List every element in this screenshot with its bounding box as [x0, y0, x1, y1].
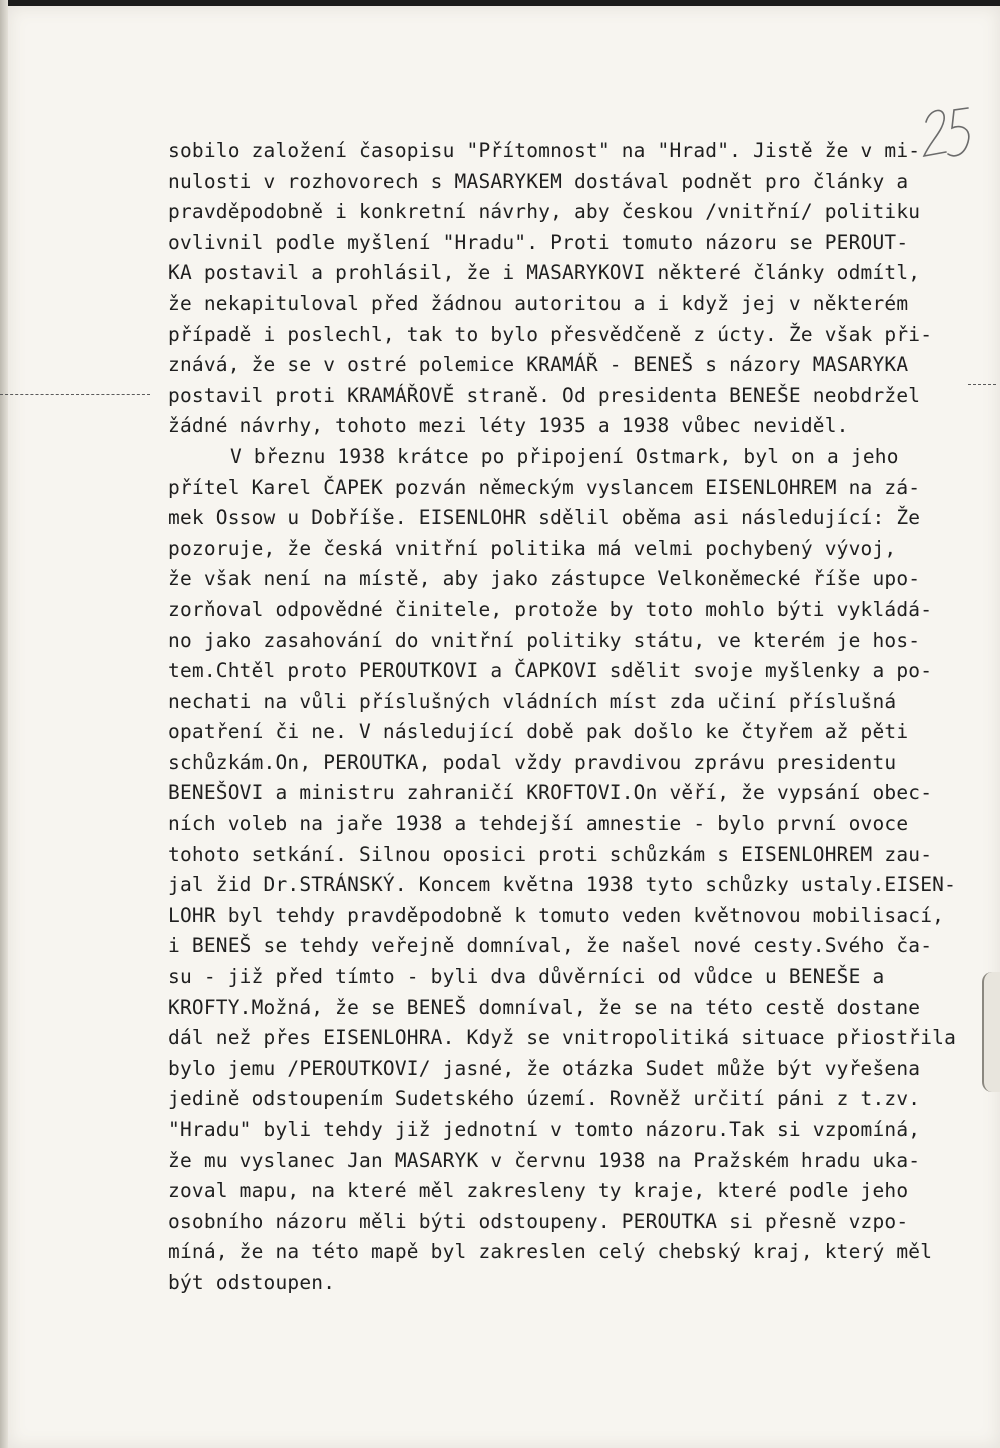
scan-left-edge	[0, 0, 8, 1448]
text-line: zorňoval odpovědné činitele, protože by toto mohlo býti vykládá-	[168, 597, 933, 621]
text-line: sobilo založení časopisu "Přítomnost" na "Hrad". Jistě že v mi-	[168, 139, 921, 162]
text-line: dál než přes EISENLOHRA. Když se vnitropolitiká situace přiostřila	[168, 1026, 957, 1050]
text-line: nulosti v rozhovorech s MASARYKEM dostával podnět pro články a	[168, 169, 909, 193]
text-line: KROFTY.Možná, že se BENEŠ domníval, že se na této cestě dostane	[168, 995, 921, 1019]
text-line: žádné návrhy, tohoto mezi léty 1935 a 1938 vůbec neviděl.	[168, 414, 849, 438]
text-line: V březnu 1938 krátce po připojení Ostmark, byl on a jeho	[230, 444, 899, 468]
text-line: pozoruje, že česká vnitřní politika má velmi pochybený vývoj,	[168, 536, 897, 560]
text-line: su - již před tímto - byli dva důvěrníci od vůdce u BENEŠE a	[168, 965, 885, 989]
text-line: jedině odstoupením Sudetského území. Rovněž určití páni z t.zv.	[168, 1087, 921, 1111]
text-line: LOHR byl tehdy pravděpodobně k tomuto veden květnovou mobilisací,	[168, 903, 945, 927]
text-line: že však není na místě, aby jako zástupce Velkoněmecké říše upo-	[168, 567, 921, 591]
text-line: no jako zasahování do vnitřní politiky státu, ve kterém je hos-	[168, 628, 921, 652]
text-line: ních voleb na jaře 1938 a tehdejší amnestie - bylo první ovoce	[168, 812, 909, 836]
text-line: přítel Karel ČAPEK pozván německým vyslancem EISENLOHREM na zá-	[168, 475, 921, 499]
text-line: nechati na vůli příslušných vládních míst zda učiní příslušná	[168, 689, 897, 713]
text-line: osobního názoru měli býti odstoupeny. PEROUTKA si přesně vzpo-	[168, 1209, 909, 1233]
fold-marker-left	[0, 394, 150, 395]
text-line: opatření či ne. V následující době pak došlo ke čtyřem až pěti	[168, 720, 909, 744]
text-line: mek Ossow u Dobříše. EISENLOHR sdělil oběma asi následující: Že	[168, 506, 921, 530]
text-line: míná, že na této mapě byl zakreslen celý chebský kraj, který měl	[168, 1240, 933, 1264]
text-line: být odstoupen.	[168, 1270, 336, 1294]
document-body	[168, 136, 958, 1299]
text-line: tohoto setkání. Silnou oposici proti schůzkám s EISENLOHREM zau-	[168, 842, 933, 866]
text-line: KA postavil a prohlásil, že i MASARYKOVI některé články odmítl,	[168, 261, 921, 285]
text-line: bylo jemu /PEROUTKOVI/ jasné, že otázka Sudet může být vyřešena	[168, 1056, 921, 1080]
text-line: jal žid Dr.STRÁNSKÝ. Koncem května 1938 tyto schůzky ustaly.EISEN-	[168, 873, 957, 897]
text-line: "Hradu" byli tehdy již jednotní v tomto názoru.Tak si vzpomíná,	[168, 1118, 921, 1141]
fold-marker-right	[968, 384, 996, 385]
text-line: pravděpodobně i konkretní návrhy, aby českou /vnitřní/ politiku	[168, 200, 921, 224]
text-line: že nekapituloval před žádnou autoritou a i když jej v některém	[168, 291, 909, 315]
text-line: tem.Chtěl proto PEROUTKOVI a ČAPKOVI sdělit svoje myšlenky a po-	[168, 659, 933, 683]
binder-clip	[982, 972, 1000, 1092]
text-line: zoval mapu, na které měl zakresleny ty kraje, které podle jeho	[168, 1179, 909, 1203]
text-line: postavil proti KRAMÁŘOVĚ straně. Od presidenta BENEŠE neobdržel	[168, 383, 921, 407]
text-line: případě i poslechl, tak to bylo přesvědčeně z úcty. Že však při-	[168, 322, 933, 346]
text-line: BENEŠOVI a ministru zahraničí KROFTOVI.On věří, že vypsání obec-	[168, 781, 933, 805]
text-line: schůzkám.On, PEROUTKA, podal vždy pravdivou zprávu presidentu	[168, 750, 897, 774]
text-line: znává, že se v ostré polemice KRAMÁŘ - BENEŠ s názory MASARYKA	[168, 353, 909, 377]
text-line: ovlivnil podle myšlení "Hradu". Proti tomuto názoru se PEROUT-	[168, 230, 909, 254]
text-line: že mu vyslanec Jan MASARYK v červnu 1938 na Pražském hradu uka-	[168, 1148, 921, 1172]
text-line: i BENEŠ se tehdy veřejně domníval, že našel nové cesty.Svého ča-	[168, 934, 933, 958]
